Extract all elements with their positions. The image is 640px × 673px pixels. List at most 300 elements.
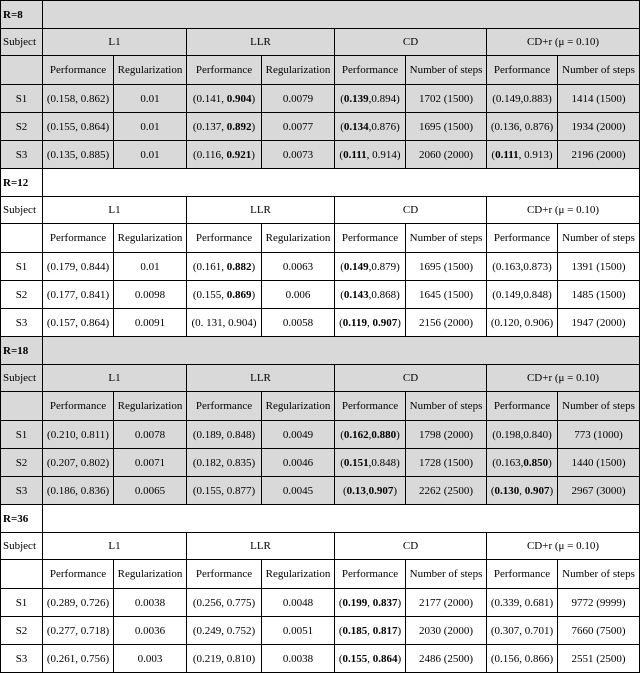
value-cell [43, 477, 114, 505]
sub-header: Performance [335, 560, 406, 589]
value-cell [262, 281, 335, 309]
sub-header: Regularization [262, 224, 335, 253]
method-header: CD+r (μ = 0.10) [487, 29, 640, 56]
table-row [1, 449, 640, 477]
sub-header: Regularization [114, 560, 187, 589]
value-cell [187, 113, 262, 141]
method-header: CD [335, 365, 487, 392]
value-text: (0.137, [192, 120, 227, 133]
method-header-row [1, 197, 640, 224]
value-text: , [367, 624, 373, 637]
block-label-row [1, 169, 640, 197]
value-cell [114, 617, 187, 645]
value-text: 1798 (2000) [418, 428, 474, 441]
value-cell [262, 85, 335, 113]
value-cell [262, 141, 335, 169]
value-text: 1947 (2000) [571, 316, 626, 329]
value-cell [558, 113, 640, 141]
value-emphasis: 0.111 [343, 148, 367, 161]
value-cell [487, 477, 558, 505]
sub-header: Number of steps [558, 56, 640, 85]
value-text: ) [397, 316, 401, 329]
value-cell [43, 421, 114, 449]
block-label: R=8 [1, 1, 43, 29]
sub-header: Number of steps [406, 224, 487, 253]
subject-cell: S2 [1, 113, 43, 141]
method-header: CD+r (μ = 0.10) [487, 533, 640, 560]
sub-header: Performance [487, 392, 558, 421]
value-text: (0.207, 0.802) [46, 456, 110, 469]
value-cell [187, 617, 262, 645]
value-text: (0. 131, 0.904) [191, 316, 257, 329]
value-text: ) [393, 484, 398, 497]
method-header: CD+r (μ = 0.10) [487, 197, 640, 224]
block-label-row [1, 1, 640, 29]
value-cell [114, 421, 187, 449]
method-header: LLR [187, 533, 335, 560]
value-cell [406, 449, 487, 477]
block-label-spacer [43, 337, 640, 365]
value-emphasis: 0.907 [524, 484, 550, 497]
method-header-row [1, 365, 640, 392]
value-text: (0.219, 0.810) [192, 652, 256, 665]
value-text: (0.256, 0.775) [192, 596, 256, 609]
value-cell [187, 253, 262, 281]
value-emphasis: 0.199 [342, 596, 368, 609]
subject-cell: S1 [1, 589, 43, 617]
value-emphasis: 0.111 [495, 148, 519, 161]
block-label-spacer [43, 1, 640, 29]
value-text: (0.136, 0.876) [490, 120, 554, 133]
value-cell [487, 281, 558, 309]
value-cell [114, 253, 187, 281]
value-text: , 0.914) [366, 148, 401, 161]
value-text: (0.120, 0.906) [490, 316, 554, 329]
value-text: 0.0098 [134, 288, 166, 301]
block-label-row [1, 505, 640, 533]
value-cell [335, 421, 406, 449]
sub-header: Performance [487, 224, 558, 253]
table-row [1, 253, 640, 281]
sub-header: Number of steps [406, 560, 487, 589]
value-emphasis: 0.817 [372, 624, 398, 637]
value-cell [43, 113, 114, 141]
block-label-row [1, 337, 640, 365]
value-cell [114, 449, 187, 477]
sub-header: Performance [43, 560, 114, 589]
value-text: 9772 (9999) [571, 596, 626, 609]
value-cell [487, 309, 558, 337]
sub-header-spacer [1, 56, 43, 85]
value-text: 0.0079 [282, 92, 314, 105]
value-cell [114, 85, 187, 113]
value-cell [558, 309, 640, 337]
value-text: 0.0048 [282, 596, 314, 609]
subject-cell: S2 [1, 449, 43, 477]
method-header: CD [335, 29, 487, 56]
value-emphasis: 0.130 [494, 484, 520, 497]
table-row [1, 477, 640, 505]
value-cell [406, 253, 487, 281]
sub-header: Performance [43, 224, 114, 253]
value-text: (0.158, 0.862) [46, 92, 110, 105]
value-text: ( [340, 92, 344, 105]
value-cell [187, 645, 262, 673]
table-row [1, 281, 640, 309]
subject-cell: S3 [1, 141, 43, 169]
value-cell [262, 449, 335, 477]
subject-cell: S2 [1, 281, 43, 309]
block-label-spacer [43, 169, 640, 197]
subject-cell: S1 [1, 253, 43, 281]
value-text: , [368, 428, 372, 441]
value-text: 0.0049 [282, 428, 314, 441]
sub-header: Regularization [262, 560, 335, 589]
value-text: ( [339, 148, 344, 161]
value-emphasis: 0.13 [346, 484, 366, 497]
block-label: R=12 [1, 169, 43, 197]
sub-header-row [1, 224, 640, 253]
sub-header-row [1, 560, 640, 589]
value-cell [262, 589, 335, 617]
value-text: ) [251, 120, 256, 133]
value-text: (0.179, 0.844) [46, 260, 110, 273]
value-cell [43, 589, 114, 617]
value-cell [335, 141, 406, 169]
value-cell [558, 449, 640, 477]
value-cell [43, 85, 114, 113]
value-text: 1485 (1500) [571, 288, 626, 301]
method-header: CD [335, 533, 487, 560]
value-cell [558, 645, 640, 673]
value-cell [43, 617, 114, 645]
value-text: ) [251, 148, 255, 161]
value-cell [406, 421, 487, 449]
value-emphasis: 0.850 [523, 456, 549, 469]
method-header: L1 [43, 533, 187, 560]
value-text: (0.157, 0.864) [46, 316, 110, 329]
value-emphasis: 0.921 [226, 148, 252, 161]
value-cell [43, 645, 114, 673]
value-cell [114, 281, 187, 309]
sub-header: Performance [43, 392, 114, 421]
value-text: (0.182, 0.835) [192, 456, 256, 469]
value-text: ) [397, 624, 402, 637]
value-text: ) [549, 484, 554, 497]
block-label: R=36 [1, 505, 43, 533]
table-row [1, 589, 640, 617]
value-text: ( [338, 596, 343, 609]
value-text: 0.01 [140, 92, 160, 105]
value-emphasis: 0.907 [372, 316, 398, 329]
table-row [1, 309, 640, 337]
value-text: ) [397, 596, 402, 609]
value-text: 1414 (1500) [571, 92, 626, 105]
table-row [1, 85, 640, 113]
value-text: (0.156, 0.866) [490, 652, 554, 665]
value-text: ) [251, 288, 256, 301]
value-text: 0.0058 [282, 316, 314, 329]
method-header: LLR [187, 29, 335, 56]
value-text: 773 (1000) [574, 428, 623, 441]
value-text: ) [397, 652, 402, 665]
value-text: 0.0038 [134, 596, 166, 609]
subject-header: Subject [1, 197, 43, 224]
value-text: 0.0065 [134, 484, 166, 497]
value-text: ) [251, 260, 256, 273]
value-cell [43, 449, 114, 477]
value-text: 1728 (1500) [418, 456, 474, 469]
value-text: 0.0073 [282, 148, 314, 161]
value-text: 1695 (1500) [418, 260, 474, 273]
value-text: (0.141, [192, 92, 227, 105]
value-cell [406, 589, 487, 617]
value-text: (0.163, [492, 456, 524, 469]
value-emphasis: 0.143 [343, 288, 369, 301]
value-cell [187, 477, 262, 505]
value-text: ( [490, 484, 495, 497]
value-text: , [519, 484, 525, 497]
method-header: CD [335, 197, 487, 224]
sub-header: Performance [187, 56, 262, 85]
value-text: 2486 (2500) [418, 652, 474, 665]
value-text: 1645 (1500) [418, 288, 474, 301]
value-text: ) [548, 456, 552, 469]
value-cell [406, 477, 487, 505]
value-text: (0.135, 0.885) [46, 148, 110, 161]
value-text: 7660 (7500) [571, 624, 626, 637]
value-text: (0.155, 0.864) [46, 120, 110, 133]
value-text: ,0.848) [368, 456, 400, 469]
value-text: 0.0077 [282, 120, 314, 133]
sub-header: Number of steps [558, 392, 640, 421]
value-text: , [366, 316, 373, 329]
value-cell [262, 421, 335, 449]
value-cell [187, 449, 262, 477]
value-cell [262, 645, 335, 673]
value-text: (0.155, [192, 288, 227, 301]
sub-header: Number of steps [558, 224, 640, 253]
sub-header: Performance [335, 392, 406, 421]
value-cell [262, 253, 335, 281]
value-text: , [367, 652, 373, 665]
value-text: ( [340, 428, 344, 441]
value-text: 0.0051 [282, 624, 314, 637]
sub-header-spacer [1, 560, 43, 589]
subject-cell: S3 [1, 309, 43, 337]
sub-header: Regularization [114, 392, 187, 421]
sub-header-row [1, 56, 640, 85]
value-cell [262, 113, 335, 141]
value-text: 1695 (1500) [418, 120, 474, 133]
value-text: 2551 (2500) [571, 652, 626, 665]
value-emphasis: 0.837 [372, 596, 398, 609]
table-row [1, 141, 640, 169]
value-cell [487, 589, 558, 617]
value-cell [43, 281, 114, 309]
value-cell [406, 281, 487, 309]
value-text: 0.01 [140, 148, 160, 161]
subject-cell: S3 [1, 645, 43, 673]
value-emphasis: 0.907 [368, 484, 394, 497]
value-text: 2030 (2000) [418, 624, 474, 637]
value-text: 2967 (3000) [571, 484, 626, 497]
value-cell [406, 85, 487, 113]
method-header: LLR [187, 365, 335, 392]
value-cell [487, 421, 558, 449]
value-text: 0.0063 [282, 260, 314, 273]
method-header: LLR [187, 197, 335, 224]
sub-header: Regularization [262, 56, 335, 85]
value-text: (0.163,0.873) [492, 260, 552, 273]
subject-cell: S1 [1, 421, 43, 449]
value-text: 2262 (2500) [418, 484, 474, 497]
value-emphasis: 0.864 [372, 652, 398, 665]
value-cell [487, 85, 558, 113]
value-emphasis: 0.119 [342, 316, 367, 329]
value-text: , 0.913) [518, 148, 553, 161]
table-row [1, 617, 640, 645]
value-text: 0.006 [285, 288, 311, 301]
value-text: ,0.876) [368, 120, 400, 133]
value-text: , [367, 596, 373, 609]
value-cell [187, 421, 262, 449]
value-text: 1702 (1500) [418, 92, 474, 105]
value-cell [406, 617, 487, 645]
value-text: 0.01 [140, 120, 160, 133]
value-cell [335, 589, 406, 617]
value-emphasis: 0.892 [226, 120, 252, 133]
value-text: ( [340, 288, 344, 301]
value-cell [335, 281, 406, 309]
value-text: ( [340, 120, 344, 133]
value-cell [335, 449, 406, 477]
value-text: , [365, 484, 369, 497]
value-text: ( [338, 652, 343, 665]
value-cell [487, 141, 558, 169]
sub-header: Performance [487, 56, 558, 85]
value-text: ,0.894) [368, 92, 400, 105]
value-cell [487, 449, 558, 477]
sub-header: Number of steps [406, 392, 487, 421]
value-cell [335, 477, 406, 505]
value-cell [558, 589, 640, 617]
value-cell [406, 645, 487, 673]
sub-header: Performance [187, 560, 262, 589]
sub-header-spacer [1, 224, 43, 253]
value-cell [335, 645, 406, 673]
sub-header: Regularization [114, 56, 187, 85]
value-cell [335, 617, 406, 645]
method-header: L1 [43, 29, 187, 56]
value-text: ( [340, 456, 344, 469]
value-text: 0.0046 [282, 456, 314, 469]
value-text: (0.277, 0.718) [46, 624, 110, 637]
sub-header: Performance [335, 56, 406, 85]
value-text: 1440 (1500) [571, 456, 626, 469]
value-text: (0.177, 0.841) [46, 288, 110, 301]
table-row [1, 645, 640, 673]
value-cell [558, 617, 640, 645]
sub-header: Performance [43, 56, 114, 85]
value-cell [335, 85, 406, 113]
sub-header-row [1, 392, 640, 421]
value-cell [187, 85, 262, 113]
value-cell [335, 253, 406, 281]
value-cell [43, 309, 114, 337]
value-text: 1391 (1500) [571, 260, 626, 273]
value-cell [114, 113, 187, 141]
value-text: (0.249, 0.752) [192, 624, 256, 637]
value-text: (0.289, 0.726) [46, 596, 110, 609]
value-emphasis: 0.882 [226, 260, 252, 273]
sub-header: Regularization [114, 224, 187, 253]
value-text: 0.0091 [134, 316, 166, 329]
value-text: 0.0071 [134, 456, 166, 469]
sub-header: Number of steps [558, 560, 640, 589]
value-cell [558, 253, 640, 281]
table-row [1, 113, 640, 141]
value-cell [114, 645, 187, 673]
value-cell [335, 113, 406, 141]
subject-header: Subject [1, 29, 43, 56]
value-cell [187, 141, 262, 169]
method-header-row [1, 29, 640, 56]
value-emphasis: 0.134 [343, 120, 369, 133]
value-text: 0.0078 [134, 428, 166, 441]
value-text: ,0.879) [368, 260, 400, 273]
value-cell [187, 309, 262, 337]
sub-header: Number of steps [406, 56, 487, 85]
value-cell [114, 589, 187, 617]
value-emphasis: 0.151 [343, 456, 369, 469]
value-cell [114, 141, 187, 169]
value-text: (0.198,0.840) [492, 428, 552, 441]
value-text: (0.149,0.883) [492, 92, 552, 105]
value-cell [43, 141, 114, 169]
value-cell [558, 421, 640, 449]
subject-header: Subject [1, 365, 43, 392]
subject-cell: S2 [1, 617, 43, 645]
value-text: ( [342, 484, 347, 497]
value-text: 0.0045 [282, 484, 314, 497]
value-text: ( [338, 624, 343, 637]
value-cell [558, 477, 640, 505]
value-cell [487, 645, 558, 673]
value-emphasis: 0.162 [343, 428, 369, 441]
value-text: 0.0036 [134, 624, 166, 637]
value-cell [187, 281, 262, 309]
subject-cell: S1 [1, 85, 43, 113]
value-cell [406, 309, 487, 337]
value-text: (0.149,0.848) [492, 288, 552, 301]
value-text: ,0.868) [368, 288, 400, 301]
sub-header: Performance [487, 560, 558, 589]
value-cell [558, 85, 640, 113]
sub-header: Performance [187, 224, 262, 253]
value-text: (0.307, 0.701) [490, 624, 554, 637]
value-cell [335, 309, 406, 337]
value-emphasis: 0.904 [226, 92, 252, 105]
sub-header: Regularization [262, 392, 335, 421]
value-emphasis: 0.149 [343, 260, 369, 273]
value-cell [558, 141, 640, 169]
table-row [1, 421, 640, 449]
value-emphasis: 0.185 [342, 624, 368, 637]
value-text: ( [339, 316, 343, 329]
value-text: ( [340, 260, 344, 273]
value-cell [406, 141, 487, 169]
